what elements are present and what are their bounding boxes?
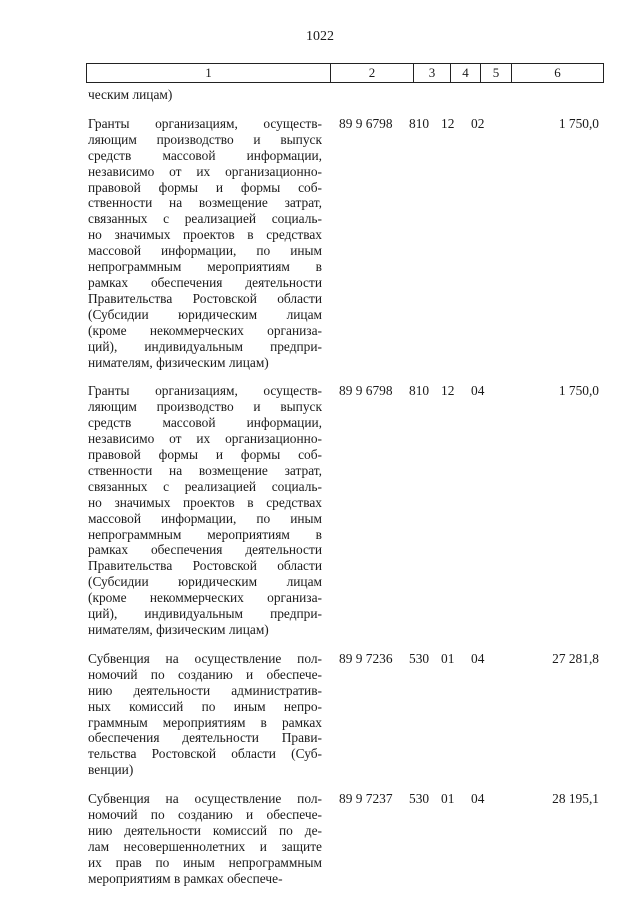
- description-line: лам несовершеннолетних и защите: [88, 838, 322, 854]
- description-line: связанных с реализацией социаль-: [88, 478, 322, 494]
- description-line: (Субсидии юридическим лицам: [88, 574, 322, 590]
- description-line: независимо от их организационно-: [88, 431, 322, 447]
- section-code: 01: [441, 650, 455, 666]
- description-line: тельства Ростовской области (Суб-: [88, 746, 322, 762]
- description-line: средств массовой информации,: [88, 147, 322, 163]
- description-line: рамках обеспечения деятельности: [88, 542, 322, 558]
- description-line: нимателям, физическим лицам): [88, 622, 269, 637]
- table-body: [88, 87, 603, 887]
- description-line: средств массовой информации,: [88, 415, 322, 431]
- description-line: ций), индивидуальным предпри-: [88, 606, 322, 622]
- description-line: но значимых проектов в средствах: [88, 227, 322, 243]
- target-code: 89 9 7236: [339, 650, 393, 666]
- row-gap: [88, 638, 603, 651]
- description-line: правовой формы и формы соб-: [88, 179, 322, 195]
- description-line: связанных с реализацией социаль-: [88, 211, 322, 227]
- table-row: [88, 651, 603, 778]
- continuation-text: [88, 87, 322, 103]
- row-description: [88, 116, 322, 371]
- description-line: массовой информации, по иным: [88, 510, 322, 526]
- row-description: [88, 791, 322, 886]
- row-description: [88, 651, 322, 778]
- target-code: 89 9 6798: [339, 115, 393, 131]
- description-line: массовой информации, по иным: [88, 243, 322, 259]
- description-line: непрограммным мероприятиям в: [88, 526, 322, 542]
- row-gap: [88, 778, 603, 791]
- section-code: 01: [441, 791, 455, 807]
- description-line: Субвенция на осуществление пол-: [88, 650, 322, 666]
- expense-type-code: 810: [409, 383, 430, 399]
- description-line: граммным мероприятиям в рамках: [88, 714, 322, 730]
- table-row: [88, 116, 603, 371]
- header-col-3: 3: [414, 64, 451, 83]
- expense-type-code: 810: [409, 115, 430, 131]
- description-line: Субвенция на осуществление пол-: [88, 791, 322, 807]
- description-line: венции): [88, 762, 134, 778]
- section-code: 12: [441, 115, 455, 131]
- description-line: ных комиссий по иным непро-: [88, 698, 322, 714]
- description-line: Правительства Ростовской области: [88, 290, 322, 306]
- row-description: [88, 383, 322, 638]
- subsection-code: 04: [471, 791, 485, 807]
- header-col-2: 2: [331, 64, 414, 83]
- description-line: (кроме некоммерческих организа-: [88, 590, 322, 606]
- description-line: нимателям, физическим лицам): [88, 354, 269, 370]
- header-col-1: 1: [87, 64, 331, 83]
- description-line: номочий по созданию и обеспече-: [88, 666, 322, 682]
- description-line: ций), индивидуальным предпри-: [88, 338, 322, 354]
- description-line: правовой формы и формы соб-: [88, 447, 322, 463]
- description-line: ляющим производство и выпуск: [88, 131, 322, 147]
- header-col-4: 4: [451, 64, 481, 83]
- target-code: 89 9 6798: [339, 383, 393, 399]
- description-line: ческим лицам): [88, 87, 173, 102]
- row-gap: [88, 370, 603, 383]
- description-line: независимо от их организационно-: [88, 163, 322, 179]
- page-number: 1022: [306, 29, 334, 44]
- subsection-code: 02: [471, 115, 485, 131]
- description-line: ляющим производство и выпуск: [88, 399, 322, 415]
- row-gap: [88, 103, 603, 116]
- expense-type-code: 530: [409, 791, 430, 807]
- amount-value: 27 281,8: [552, 650, 599, 666]
- description-line: непрограммным мероприятиям в: [88, 259, 322, 275]
- target-code: 89 9 7237: [339, 791, 393, 807]
- header-col-6: 6: [512, 64, 604, 83]
- description-line: (кроме некоммерческих организа-: [88, 322, 322, 338]
- description-line: обеспечения деятельности Прави-: [88, 730, 322, 746]
- table-row: [88, 383, 603, 638]
- description-line: (Субсидии юридическим лицам: [88, 306, 322, 322]
- description-line: Гранты организациям, осуществ-: [88, 383, 322, 399]
- subsection-code: 04: [471, 650, 485, 666]
- description-line: но значимых проектов в средствах: [88, 494, 322, 510]
- description-line: ственности на возмещение затрат,: [88, 462, 322, 478]
- section-code: 12: [441, 383, 455, 399]
- amount-value: 28 195,1: [552, 791, 599, 807]
- header-col-5: 5: [481, 64, 512, 83]
- amount-value: 1 750,0: [558, 115, 599, 131]
- subsection-code: 04: [471, 383, 485, 399]
- amount-value: 1 750,0: [558, 383, 599, 399]
- description-line: мероприятиям в рамках обеспече-: [88, 870, 283, 886]
- description-line: Гранты организациям, осуществ-: [88, 115, 322, 131]
- description-line: Правительства Ростовской области: [88, 558, 322, 574]
- continuation-row: [88, 87, 603, 103]
- description-line: ственности на возмещение затрат,: [88, 195, 322, 211]
- description-line: нию деятельности административ-: [88, 682, 322, 698]
- table-header: [86, 63, 604, 83]
- description-line: номочий по созданию и обеспече-: [88, 807, 322, 823]
- description-line: нию деятельности комиссий по де-: [88, 822, 322, 838]
- expense-type-code: 530: [409, 650, 430, 666]
- table-row: [88, 791, 603, 886]
- description-line: рамках обеспечения деятельности: [88, 274, 322, 290]
- description-line: их прав по иным непрограммным: [88, 854, 322, 870]
